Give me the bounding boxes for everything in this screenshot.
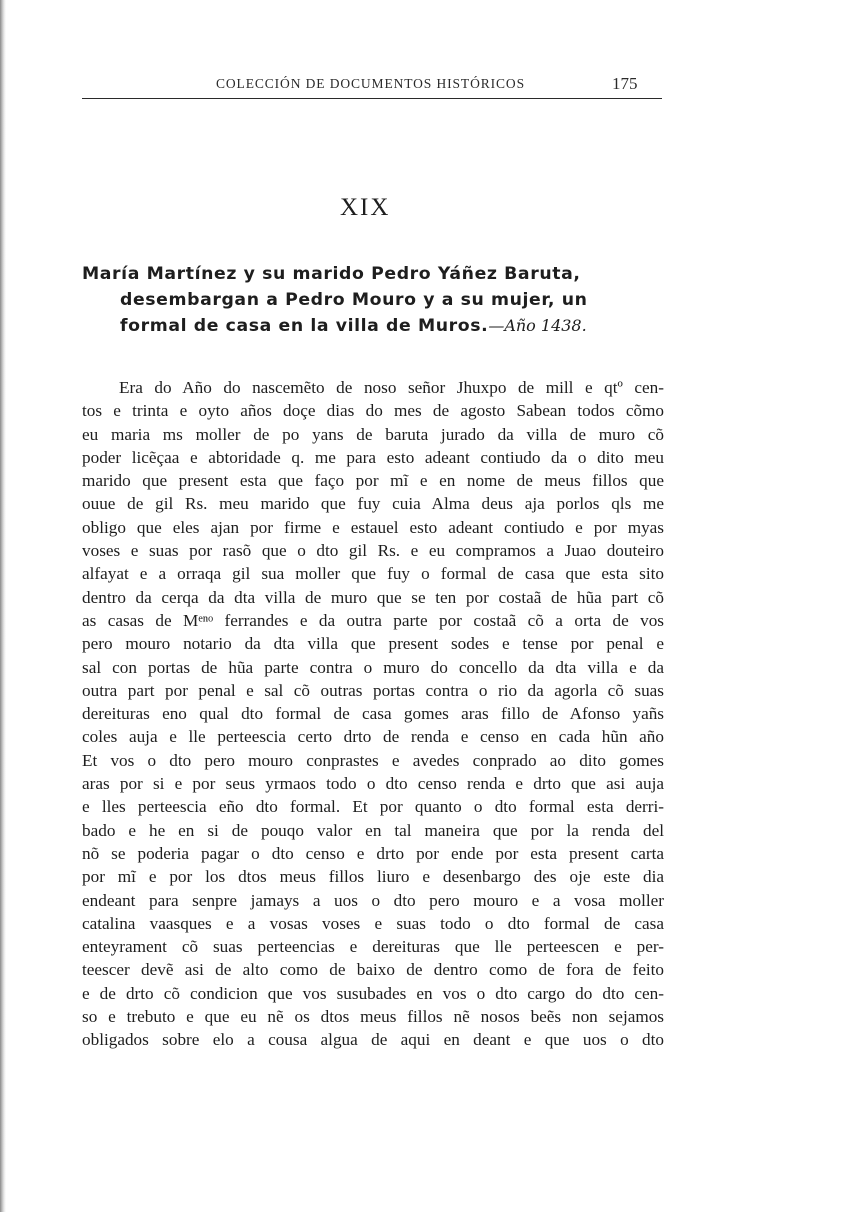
body-line: aras por si e por seus yrmaos todo o dto censo renda e drto que asi auja <box>82 774 664 794</box>
body-line: bado e he en si de pouqo valor en tal maneira que por la renda del <box>82 820 664 840</box>
body-line: marido que present esta que faço por mĩ e en nome de meus fillos que <box>82 471 664 491</box>
body-text <box>82 376 664 1052</box>
chapter-numeral: XIX <box>340 194 391 221</box>
body-line: enteyrament cõ suas perteencias e dereituras que lle perteescen e per- <box>82 937 664 957</box>
body-line: coles auja e lle perteescia certo drto de renda e censo en cada hũn año <box>82 727 664 747</box>
heading-year: —Año 1438. <box>488 316 587 335</box>
body-line: obligo que eles ajan por firme e estauel esto adeant contiudo e por myas <box>82 517 664 537</box>
body-line: e lles perteescia eño dto formal. Et por quanto o dto formal esta derri- <box>82 797 664 817</box>
page-edge <box>0 0 6 1212</box>
body-line: e de drto cõ condicion que vos susubades en vos o dto cargo do dto cen- <box>82 983 664 1003</box>
body-line: Era do Año do nascemẽto de noso señor Jhuxpo de mill e qtº cen- <box>119 378 664 397</box>
body-line: voses e suas por rasõ que o dto gil Rs. e eu compramos a Juao douteiro <box>82 541 664 561</box>
body-line: dentro da cerqa da dta villa de muro que se ten por costaã de hũa part cõ <box>82 587 664 607</box>
running-title: COLECCIÓN DE DOCUMENTOS HISTÓRICOS <box>216 76 525 91</box>
body-line: catalina vaasques e a vosas voses e suas todo o dto formal de casa <box>82 913 664 933</box>
heading-line <box>82 313 672 340</box>
body-line: eu maria ms moller de po yans de baruta jurado da villa de muro cõ <box>82 424 664 444</box>
body-line: teescer devẽ asi de alto como de baixo de dentro como de fora de feito <box>82 960 664 980</box>
document-heading <box>82 262 672 340</box>
heading-line: desembargan a Pedro Mouro y a su mujer, un <box>120 289 588 310</box>
body-line: outra part por penal e sal cõ outras portas contra o rio da agorla cõ suas <box>82 680 664 700</box>
body-line: nõ se poderia pagar o dto censo e drto por ende por esta present carta <box>82 843 664 863</box>
body-line: por mĩ e por los dtos meus fillos liuro e desenbargo des oje este dia <box>82 867 664 887</box>
body-line: endeant para senpre jamays a uos o dto pero mouro e a vosa moller <box>82 890 664 910</box>
body-line: ouue de gil Rs. meu marido que fuy cuia Alma deus aja porlos qls me <box>82 494 664 514</box>
body-line: pero mouro notario da dta villa que present sodes e tense por penal e <box>82 634 664 654</box>
body-line: so e trebuto e que eu nẽ os dtos meus fillos nẽ nosos beẽs non sejamos <box>82 1007 664 1027</box>
heading-line: María Martínez y su marido Pedro Yáñez Baruta, <box>82 264 581 284</box>
page-number: 175 <box>612 74 638 93</box>
body-line: poder licẽçaa e abtoridade q. me para esto adeant contiudo da o dito meu <box>82 447 664 467</box>
body-line: dereituras eno qual dto formal de casa gomes aras fillo de Afonso yañs <box>82 704 664 724</box>
body-line: obligados sobre elo a cousa algua de aqui en deant e que uos o dto <box>82 1030 664 1050</box>
body-line: tos e trinta e oyto años doçe dias do mes de agosto Sabean todos cõmo <box>82 401 664 421</box>
body-line: as casas de Mᵉⁿᵒ ferrandes e da outra parte por costaã cõ a orta de vos <box>82 610 664 630</box>
running-head <box>82 74 662 99</box>
body-line: sal con portas de hũa parte contra o muro do concello da dta villa e da <box>82 657 664 677</box>
body-line: Et vos o dto pero mouro conprastes e avedes conprado ao dito gomes <box>82 750 664 770</box>
heading-line-text: formal de casa en la villa de Muros. <box>120 316 489 336</box>
body-line: alfayat e a orraqa gil sua moller que fuy o formal de casa que esta sito <box>82 564 664 584</box>
